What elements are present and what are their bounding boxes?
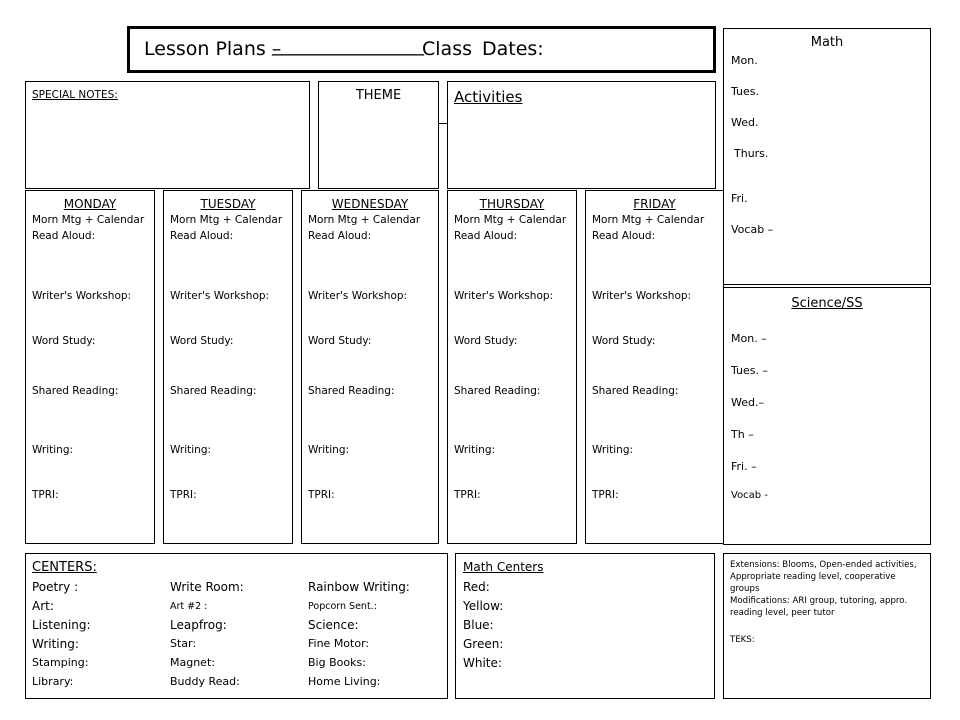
row-tpri: TPRI: [454,489,481,501]
math-line: Tues. [731,85,760,98]
math-heading: Math [810,35,844,50]
row-morning: Morn Mtg + Calendar [32,214,145,226]
row-writing: Writing: [32,444,74,456]
math-line: Mon. [731,54,758,67]
row-writers-workshop: Writer's Workshop: [32,290,132,302]
center-item: Stamping: [32,656,89,669]
science-line: Wed.– [731,396,764,409]
row-shared-reading: Shared Reading: [592,385,679,397]
science-line: Fri. – [731,460,757,473]
day-column-thursday[interactable] [447,190,577,544]
center-item: Home Living: [308,675,381,688]
theme-box[interactable] [318,81,439,189]
math-centers-box[interactable] [455,553,715,699]
centers-box[interactable] [25,553,448,699]
row-shared-reading: Shared Reading: [170,385,257,397]
row-read-aloud: Read Aloud: [592,230,656,242]
row-tpri: TPRI: [592,489,619,501]
day-heading: FRIDAY [633,197,676,211]
science-line: Mon. – [731,332,767,345]
math-center-item: Red: [463,580,490,594]
modifications-line: reading level, peer tutor [730,608,835,618]
day-heading: TUESDAY [200,197,256,211]
title-class: Class [422,38,472,60]
title-box [127,26,716,73]
special-notes-box[interactable] [25,81,310,189]
title-lesson-plans: Lesson Plans – [144,38,282,60]
math-line: Wed. [731,116,759,129]
math-center-item: Blue: [463,618,494,632]
row-writing: Writing: [454,444,496,456]
center-item: Star: [170,637,197,650]
row-writing: Writing: [170,444,212,456]
day-column-friday[interactable] [585,190,724,544]
center-item: Rainbow Writing: [308,580,410,594]
row-read-aloud: Read Aloud: [454,230,518,242]
row-morning: Morn Mtg + Calendar [170,214,283,226]
row-word-study: Word Study: [592,335,656,347]
math-centers-heading: Math Centers [463,560,544,574]
row-morning: Morn Mtg + Calendar [308,214,421,226]
row-tpri: TPRI: [32,489,59,501]
row-morning: Morn Mtg + Calendar [454,214,567,226]
row-writers-workshop: Writer's Workshop: [170,290,270,302]
row-writing: Writing: [592,444,634,456]
math-line: Fri. [731,192,748,205]
teks-label: TEKS: [730,635,755,645]
row-shared-reading: Shared Reading: [32,385,119,397]
center-item: Art: [32,599,54,613]
science-panel[interactable] [723,287,931,545]
day-heading: MONDAY [63,197,117,211]
center-item: Poetry : [32,580,79,594]
center-item: Listening: [32,618,91,632]
day-heading: WEDNESDAY [331,197,409,211]
extensions-line: Extensions: Blooms, Open-ended activities, [730,560,917,570]
day-column-tuesday[interactable] [163,190,293,544]
science-line: Th – [731,428,754,441]
row-tpri: TPRI: [170,489,197,501]
science-line: Tues. – [731,364,769,377]
row-word-study: Word Study: [308,335,372,347]
title-blank-line[interactable]: ________________ [272,34,424,56]
math-panel[interactable] [723,28,931,285]
theme-label: THEME [355,88,402,103]
math-line: Vocab – [731,223,774,236]
centers-heading: CENTERS: [32,560,97,575]
row-read-aloud: Read Aloud: [32,230,96,242]
math-line: Thurs. [734,147,769,160]
row-shared-reading: Shared Reading: [454,385,541,397]
row-word-study: Word Study: [170,335,234,347]
row-writing: Writing: [308,444,350,456]
row-read-aloud: Read Aloud: [308,230,372,242]
theme-activities-connector [439,123,447,124]
science-line: Vocab - [731,490,768,501]
row-shared-reading: Shared Reading: [308,385,395,397]
row-read-aloud: Read Aloud: [170,230,234,242]
title-dates: Dates: [482,38,544,60]
center-item: Write Room: [170,580,244,594]
science-heading: Science/SS [791,296,863,311]
center-item: Buddy Read: [170,675,240,688]
day-heading: THURSDAY [479,197,545,211]
center-item: Leapfrog: [170,618,227,632]
day-column-monday[interactable] [25,190,155,544]
row-morning: Morn Mtg + Calendar [592,214,705,226]
math-center-item: Green: [463,637,504,651]
row-word-study: Word Study: [454,335,518,347]
modifications-line: Modifications: ARI group, tutoring, appro. [730,596,908,606]
day-column-wednesday[interactable] [301,190,439,544]
row-writers-workshop: Writer's Workshop: [454,290,554,302]
row-writers-workshop: Writer's Workshop: [308,290,408,302]
center-item: Fine Motor: [308,637,370,650]
special-notes-label: SPECIAL NOTES: [32,89,118,101]
activities-label: Activities [454,88,523,106]
row-writers-workshop: Writer's Workshop: [592,290,692,302]
center-item: Magnet: [170,656,215,669]
center-item: Science: [308,618,359,632]
center-item: Art #2 : [170,601,208,612]
extensions-line: Appropriate reading level, cooperative [730,572,896,582]
math-center-item: Yellow: [463,599,504,613]
math-center-item: White: [463,656,502,670]
activities-box[interactable] [447,81,716,189]
center-item: Library: [32,675,74,688]
center-item: Writing: [32,637,79,651]
center-item: Big Books: [308,656,366,669]
extensions-box[interactable] [723,553,931,699]
center-item: Popcorn Sent.: [308,601,377,612]
extensions-line: groups [730,584,760,594]
row-word-study: Word Study: [32,335,96,347]
row-tpri: TPRI: [308,489,335,501]
